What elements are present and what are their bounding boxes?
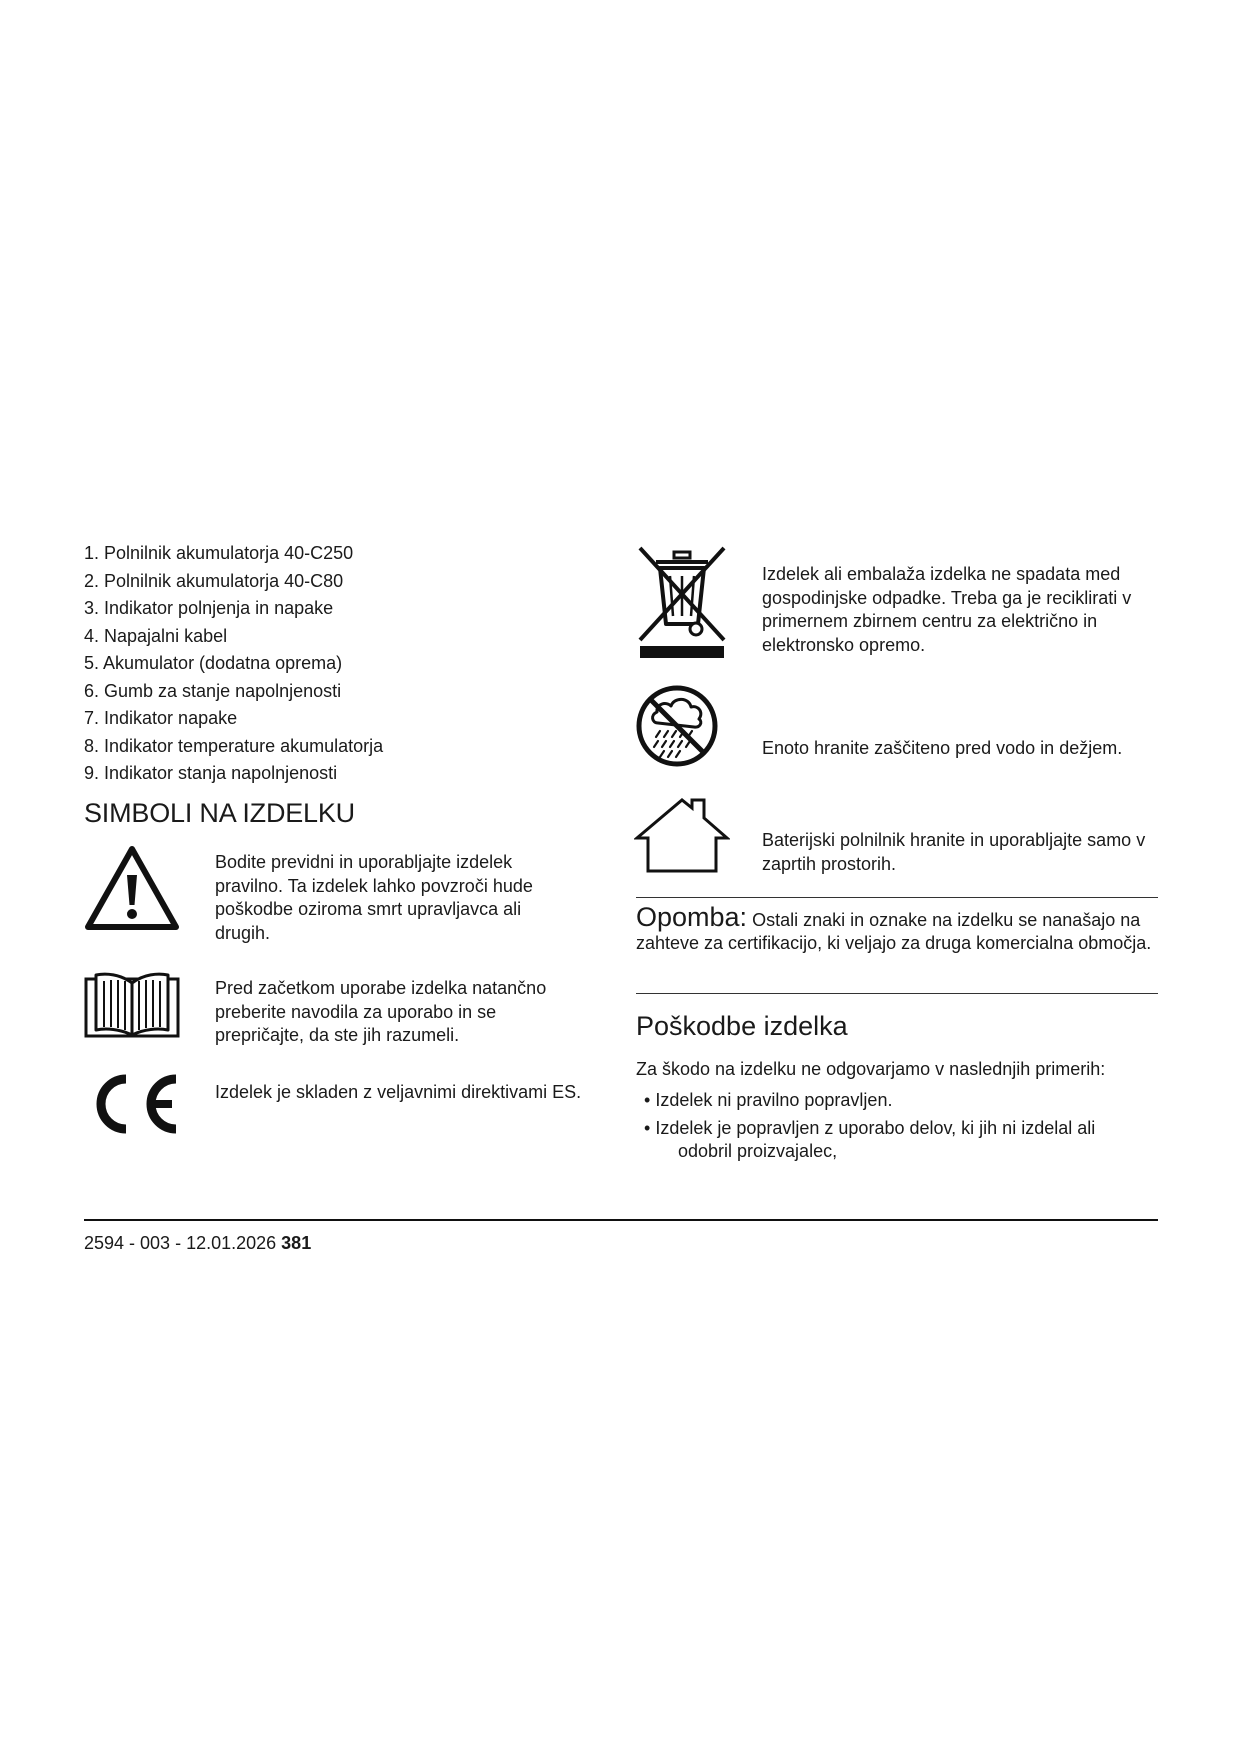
footer-rule: [84, 1219, 1158, 1221]
symbol-description: Baterijski polnilnik hranite in uporabljajte samo v zaprtih prostorih.: [762, 830, 1146, 874]
symbols-heading: SIMBOLI NA IZDELKU: [84, 798, 355, 828]
damage-list-item: [636, 1089, 1166, 1112]
damage-list-item: [636, 1117, 1166, 1163]
damage-item-text: Izdelek ni pravilno popravljen.: [655, 1090, 893, 1110]
parts-list-item: 4. Napajalni kabel: [84, 625, 228, 646]
parts-list-item: 1. Polnilnik akumulatorja 40-C250: [84, 543, 354, 563]
document-reference: 2594 - 003 - 12.01.2026: [84, 1233, 277, 1253]
no-rain-icon: [634, 683, 720, 769]
page-number: 381: [281, 1233, 312, 1253]
symbol-description: Izdelek je skladen z veljavnimi direktivami ES.: [215, 1082, 582, 1102]
note-label: Opomba:: [636, 902, 748, 932]
damage-intro: Za škodo na izdelku ne odgovarjamo v naslednjih primerih:: [636, 1059, 1106, 1079]
damage-item-continuation: odobril proizvajalec,: [678, 1141, 838, 1161]
damage-heading: Poškodbe izdelka: [636, 1011, 848, 1041]
parts-list: [84, 540, 383, 788]
page-footer: [84, 1233, 311, 1254]
parts-list-item: 9. Indikator stanja napolnjenosti: [84, 763, 338, 783]
damage-item-text: Izdelek je popravljen z uporabo delov, ki jih ni izdelal ali: [655, 1118, 1096, 1138]
parts-list-item: 6. Gumb za stanje napolnjenosti: [84, 680, 342, 701]
parts-list-item: 2. Polnilnik akumulatorja 40-C80: [84, 570, 344, 591]
house-icon: [634, 796, 730, 874]
symbol-description: Bodite previdni in uporabljajte izdelek pravilno. Ta izdelek lahko povzroči hude poškodbe oziroma smrt upravljavca ali drugih.: [215, 852, 533, 943]
ce-mark-icon: [84, 1071, 182, 1137]
parts-list-item: 8. Indikator temperature akumulatorja: [84, 735, 384, 756]
open-book-icon: [84, 969, 180, 1039]
crossed-out-bin-icon: [638, 546, 726, 660]
note-bottom-rule: [636, 993, 1158, 994]
symbol-description: Enoto hranite zaščiteno pred vodo in dežjem.: [762, 738, 1123, 758]
parts-list-item: 5. Akumulator (dodatna oprema): [84, 653, 343, 673]
warning-triangle-icon: [84, 845, 180, 931]
damage-list: [636, 1089, 1166, 1168]
note-block: [636, 902, 1166, 955]
parts-list-item: 3. Indikator polnjenja in napake: [84, 598, 334, 618]
note-top-rule: [636, 897, 1158, 898]
parts-list-item: 7. Indikator napake: [84, 708, 238, 728]
note-text: Ostali znaki in oznake na izdelku se nanašajo na zahteve za certifikacijo, ki veljajo za druga komercialna območja.: [636, 910, 1152, 953]
symbol-description: Izdelek ali embalaža izdelka ne spadata med gospodinjske odpadke. Treba ga je reciklirati v primernem zbirnem centru za električno in elektronsko opremo.: [762, 564, 1132, 655]
symbol-description: Pred začetkom uporabe izdelka natančno preberite navodila za uporabo in se prepričajte, da ste jih razumeli.: [215, 978, 547, 1045]
